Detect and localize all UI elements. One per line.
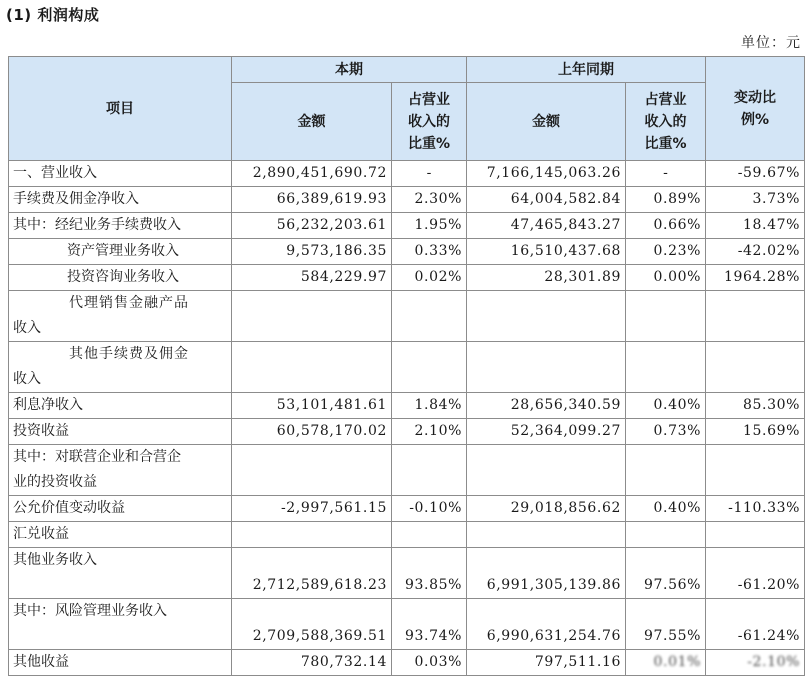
change-ratio: -59.67% — [706, 161, 805, 187]
change-ratio: -110.33% — [706, 496, 805, 522]
prior-ratio: 0.23% — [626, 239, 706, 265]
profit-composition-table — [8, 56, 805, 676]
table-row — [9, 522, 805, 548]
prior-ratio: 0.66% — [626, 213, 706, 239]
prior-ratio: 0.01% — [626, 650, 706, 676]
table-row — [9, 419, 805, 445]
change-ratio — [706, 445, 805, 496]
current-amount: 53,101,481.61 — [232, 393, 392, 419]
prior-ratio: 0.00% — [626, 265, 706, 291]
change-ratio: 18.47% — [706, 213, 805, 239]
row-label: 公允价值变动收益 — [9, 496, 232, 522]
header-prior-ratio: 占营业 收入的 比重% — [626, 83, 706, 161]
row-label: 其他手续费及佣金 收入 — [9, 342, 232, 393]
change-ratio: 85.30% — [706, 393, 805, 419]
header-prior-period: 上年同期 — [467, 57, 706, 83]
table-row — [9, 187, 805, 213]
prior-ratio — [626, 291, 706, 342]
change-ratio: 1964.28% — [706, 265, 805, 291]
current-ratio: 0.02% — [392, 265, 467, 291]
table-row — [9, 599, 805, 650]
table-row — [9, 393, 805, 419]
change-ratio: -42.02% — [706, 239, 805, 265]
current-amount: 780,732.14 — [232, 650, 392, 676]
current-ratio: 1.95% — [392, 213, 467, 239]
prior-amount: 16,510,437.68 — [467, 239, 626, 265]
prior-amount — [467, 522, 626, 548]
current-ratio: 1.84% — [392, 393, 467, 419]
prior-ratio: - — [626, 161, 706, 187]
current-ratio: 0.33% — [392, 239, 467, 265]
current-amount — [232, 342, 392, 393]
change-ratio: 3.73% — [706, 187, 805, 213]
prior-ratio: 0.73% — [626, 419, 706, 445]
table-row — [9, 445, 805, 496]
prior-amount: 28,656,340.59 — [467, 393, 626, 419]
row-label: 利息净收入 — [9, 393, 232, 419]
header-change-ratio: 变动比 例% — [706, 57, 805, 161]
row-label: 资产管理业务收入 — [9, 239, 232, 265]
prior-ratio: 0.89% — [626, 187, 706, 213]
table-row — [9, 213, 805, 239]
current-amount: 2,709,588,369.51 — [232, 599, 392, 650]
current-amount: 2,712,589,618.23 — [232, 548, 392, 599]
table-row — [9, 291, 805, 342]
prior-amount: 6,990,631,254.76 — [467, 599, 626, 650]
change-ratio: -2.10% — [706, 650, 805, 676]
prior-amount — [467, 445, 626, 496]
row-label: 投资收益 — [9, 419, 232, 445]
current-amount: 66,389,619.93 — [232, 187, 392, 213]
row-label: 其中：风险管理业务收入 — [9, 599, 232, 650]
header-current-amount: 金额 — [232, 83, 392, 161]
current-amount — [232, 445, 392, 496]
table-row — [9, 161, 805, 187]
current-ratio — [392, 291, 467, 342]
header-current-ratio: 占营业 收入的 比重% — [392, 83, 467, 161]
header-current-period: 本期 — [232, 57, 467, 83]
prior-amount: 797,511.16 — [467, 650, 626, 676]
prior-amount — [467, 291, 626, 342]
prior-amount: 64,004,582.84 — [467, 187, 626, 213]
current-ratio — [392, 445, 467, 496]
prior-amount: 6,991,305,139.86 — [467, 548, 626, 599]
change-ratio: -61.24% — [706, 599, 805, 650]
table-row — [9, 496, 805, 522]
current-amount — [232, 522, 392, 548]
change-ratio: -61.20% — [706, 548, 805, 599]
row-label: 一、营业收入 — [9, 161, 232, 187]
change-ratio — [706, 291, 805, 342]
current-amount: -2,997,561.15 — [232, 496, 392, 522]
current-ratio — [392, 522, 467, 548]
prior-amount: 47,465,843.27 — [467, 213, 626, 239]
row-label: 代理销售金融产品 收入 — [9, 291, 232, 342]
current-ratio: - — [392, 161, 467, 187]
change-ratio — [706, 522, 805, 548]
row-label: 其他收益 — [9, 650, 232, 676]
row-label: 汇兑收益 — [9, 522, 232, 548]
row-label: 手续费及佣金净收入 — [9, 187, 232, 213]
current-ratio: 93.85% — [392, 548, 467, 599]
prior-ratio — [626, 445, 706, 496]
current-amount: 2,890,451,690.72 — [232, 161, 392, 187]
current-ratio: 2.30% — [392, 187, 467, 213]
prior-amount: 52,364,099.27 — [467, 419, 626, 445]
row-label: 其他业务收入 — [9, 548, 232, 599]
current-amount: 60,578,170.02 — [232, 419, 392, 445]
prior-amount: 28,301.89 — [467, 265, 626, 291]
prior-ratio — [626, 522, 706, 548]
current-amount — [232, 291, 392, 342]
current-ratio: 93.74% — [392, 599, 467, 650]
unit-label: 单位：元 — [741, 35, 801, 51]
current-ratio: 0.03% — [392, 650, 467, 676]
prior-amount — [467, 342, 626, 393]
table-row — [9, 548, 805, 599]
header-prior-amount: 金额 — [467, 83, 626, 161]
prior-amount: 29,018,856.62 — [467, 496, 626, 522]
section-title: (1) 利润构成 — [6, 6, 100, 24]
prior-ratio: 97.55% — [626, 599, 706, 650]
current-ratio: -0.10% — [392, 496, 467, 522]
prior-amount: 7,166,145,063.26 — [467, 161, 626, 187]
change-ratio — [706, 342, 805, 393]
row-label: 其中：经纪业务手续费收入 — [9, 213, 232, 239]
current-amount: 9,573,186.35 — [232, 239, 392, 265]
header-item: 项目 — [9, 57, 232, 161]
row-label: 其中：对联营企业和合营企 业的投资收益 — [9, 445, 232, 496]
prior-ratio — [626, 342, 706, 393]
change-ratio: 15.69% — [706, 419, 805, 445]
table-row — [9, 342, 805, 393]
current-ratio: 2.10% — [392, 419, 467, 445]
current-ratio — [392, 342, 467, 393]
row-label: 投资咨询业务收入 — [9, 265, 232, 291]
prior-ratio: 97.56% — [626, 548, 706, 599]
prior-ratio: 0.40% — [626, 496, 706, 522]
current-amount: 56,232,203.61 — [232, 213, 392, 239]
current-amount: 584,229.97 — [232, 265, 392, 291]
table-row — [9, 265, 805, 291]
prior-ratio: 0.40% — [626, 393, 706, 419]
table-row — [9, 650, 805, 676]
table-row — [9, 239, 805, 265]
